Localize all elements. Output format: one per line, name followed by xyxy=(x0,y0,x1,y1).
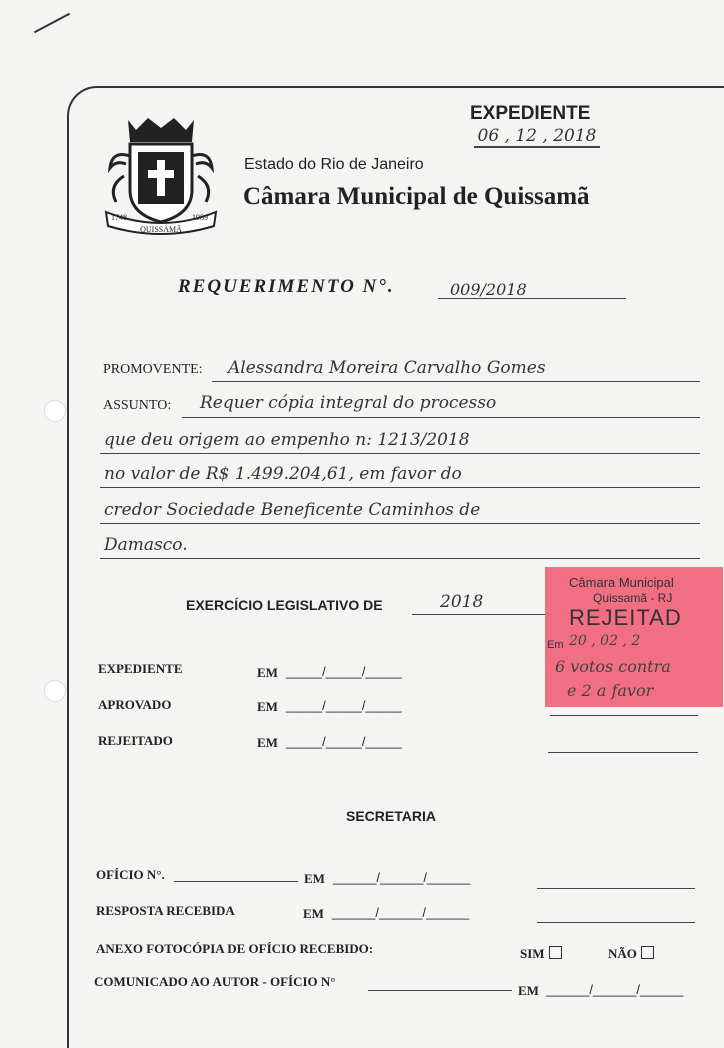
sim-checkbox[interactable] xyxy=(549,946,562,959)
stamp-rejeitado-status: REJEITAD xyxy=(569,605,682,630)
anexo-nao xyxy=(608,946,654,962)
status-rejeitado-date-line: _____/_____/_____ xyxy=(286,734,402,749)
assunto-line-5: Damasco. xyxy=(104,535,188,555)
assunto-label: ASSUNTO: xyxy=(103,398,172,413)
status-aprovado-em: EM xyxy=(257,699,278,714)
exercicio-label: EXERCÍCIO LEGISLATIVO DE xyxy=(186,597,383,613)
exercicio-line xyxy=(412,614,552,615)
resposta-signature-line xyxy=(537,922,695,923)
header-chamber: Câmara Municipal de Quissamã xyxy=(243,183,590,210)
stamp-rejeitado-line2: Quissamã - RJ xyxy=(593,591,673,605)
punch-hole xyxy=(44,400,66,422)
comunicado-em: EM xyxy=(518,983,539,998)
resposta-label: RESPOSTA RECEBIDA xyxy=(96,903,235,918)
assunto-line xyxy=(100,523,700,524)
resposta-date-line: ______/______/______ xyxy=(332,905,470,920)
punch-hole xyxy=(44,680,66,702)
secretaria-title: SECRETARIA xyxy=(346,808,436,824)
status-aprovado-label: APROVADO xyxy=(98,697,172,712)
oficio-em: EM xyxy=(304,871,325,886)
sim-label: SIM xyxy=(520,946,545,961)
status-expediente-em: EM xyxy=(257,665,278,680)
assunto-line-1: Requer cópia integral do processo xyxy=(200,393,497,413)
oficio-label: OFÍCIO N°. xyxy=(96,867,165,882)
header-state: Estado do Rio de Janeiro xyxy=(244,156,424,173)
status-aprovado-date-line: _____/_____/_____ xyxy=(286,698,402,713)
oficio-line xyxy=(174,881,298,882)
assunto-line xyxy=(100,487,700,488)
nao-checkbox[interactable] xyxy=(641,946,654,959)
corner-pen-mark xyxy=(34,13,70,34)
promovente-value: Alessandra Moreira Carvalho Gomes xyxy=(228,358,546,378)
status-expediente-label: EXPEDIENTE xyxy=(98,661,183,676)
anexo-sim xyxy=(520,946,562,962)
comunicado-date-line: ______/______/______ xyxy=(546,982,684,997)
status-rejeitado-em: EM xyxy=(257,735,278,750)
signature-line xyxy=(548,752,698,753)
seal-name: QUISSAMÃ xyxy=(140,225,182,234)
assunto-line-4: credor Sociedade Beneficente Caminhos de xyxy=(104,500,481,520)
anexo-label: ANEXO FOTOCÓPIA DE OFÍCIO RECEBIDO: xyxy=(96,941,374,956)
signature-line xyxy=(550,715,698,716)
promovente-line xyxy=(212,381,700,382)
exercicio-value: 2018 xyxy=(440,592,484,612)
requerimento-number: 009/2018 xyxy=(450,280,527,299)
stamp-rejeitado-date: 20 , 02 , 2 xyxy=(569,633,641,649)
stamp-expediente-date: 06 , 12 , 2018 xyxy=(474,126,600,148)
stamp-rejeitado-em: Em xyxy=(547,639,564,651)
assunto-line xyxy=(100,558,700,559)
stamp-rejeitado-line1: Câmara Municipal xyxy=(569,575,674,590)
seal-year-right: 1989 xyxy=(192,213,208,222)
comunicado-label: COMUNICADO AO AUTOR - OFÍCIO N° xyxy=(94,974,336,989)
coat-of-arms-logo xyxy=(102,116,220,236)
rejeitado-stamp xyxy=(545,567,723,707)
status-expediente-date-line: _____/_____/_____ xyxy=(286,664,402,679)
stamp-rejeitado-note2: e 2 a favor xyxy=(567,681,654,700)
status-rejeitado-label: REJEITADO xyxy=(98,733,173,748)
oficio-date-line: ______/______/______ xyxy=(333,870,471,885)
assunto-line xyxy=(100,453,700,454)
assunto-line xyxy=(182,417,700,418)
stamp-expediente-title: EXPEDIENTE xyxy=(470,103,591,124)
stamp-rejeitado-note1: 6 votos contra xyxy=(555,657,671,676)
nao-label: NÃO xyxy=(608,946,637,961)
requerimento-label: REQUERIMENTO N°. xyxy=(178,276,395,297)
assunto-line-2: que deu origem ao empenho n: 1213/2018 xyxy=(104,430,470,450)
promovente-label: PROMOVENTE: xyxy=(103,362,203,377)
seal-year-left: 1748 xyxy=(111,213,127,222)
assunto-line-3: no valor de R$ 1.499.204,61, em favor do xyxy=(104,464,462,484)
oficio-signature-line xyxy=(537,888,695,889)
resposta-em: EM xyxy=(303,906,324,921)
comunicado-line xyxy=(368,990,512,991)
